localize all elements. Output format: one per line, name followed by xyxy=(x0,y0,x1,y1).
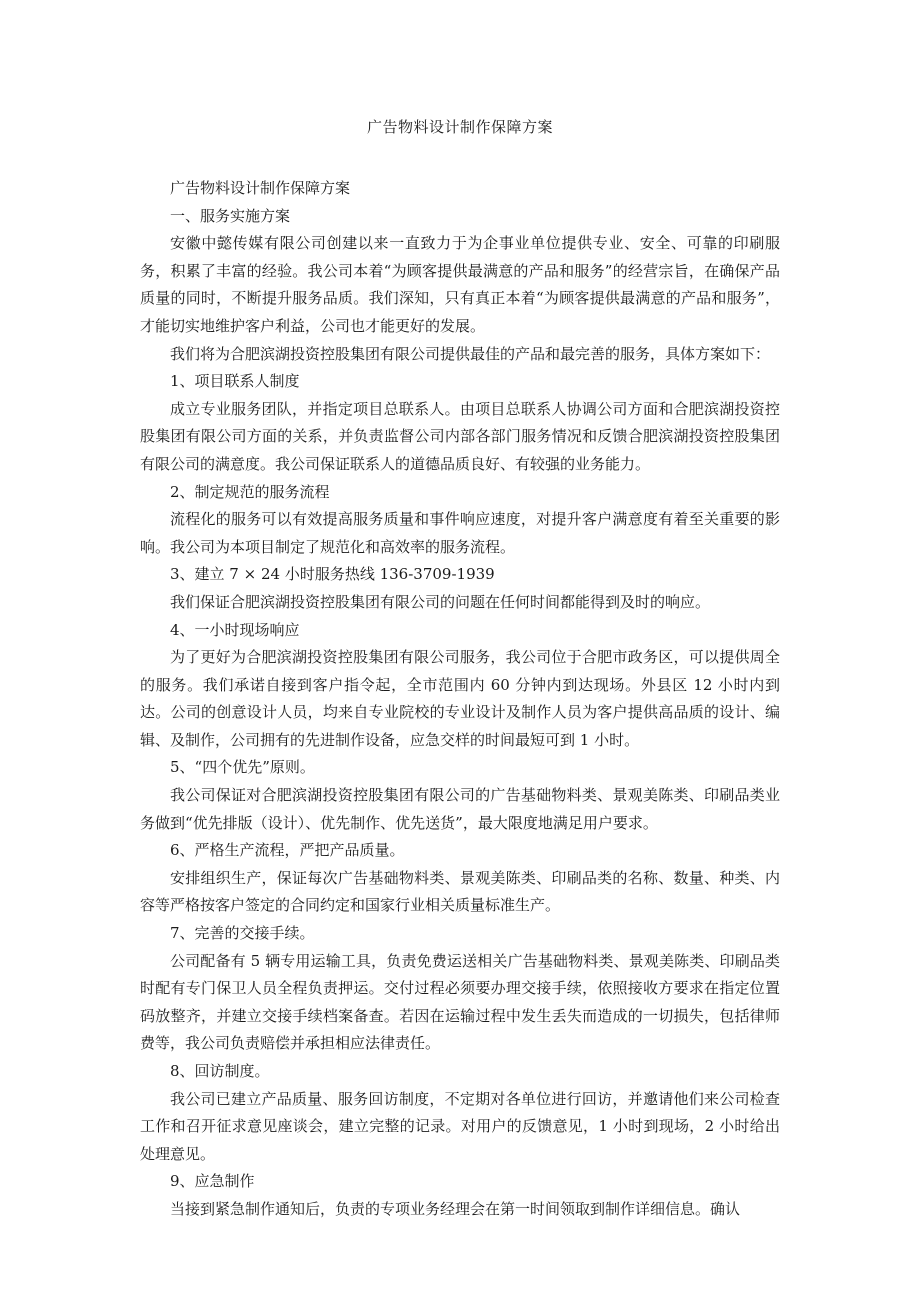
body-paragraph: 流程化的服务可以有效提高服务质量和事件响应速度，对提升客户满意度有着至关重要的影响。我公司为本项目制定了规范化和高效率的服务流程。 xyxy=(140,510,780,556)
body-paragraph: 安排组织生产，保证每次广告基础物料类、景观美陈类、印刷品类的名称、数量、种类、内容等严格按客户签定的合同约定和国家行业相关质量标准生产。 xyxy=(140,868,780,915)
body-paragraph: 公司配备有 5 辆专用运输工具，负责免费运送相关广告基础物料类、景观美陈类、印刷品类时配有专门保卫人员全程负责押运。交付过程必须要办理交接手续，依照接收方要求在指定位置码放整齐，并建立交接手续档案备查。若因在运输过程中发生丢失而造成的一切损失，包括律师费等，我公司负责赔偿并承担相应法律责任。 xyxy=(140,951,780,1053)
body-paragraph: 安徽中懿传媒有限公司创建以来一直致力于为企事业单位提供专业、安全、可靠的印刷服务，积累了丰富的经验。我公司本着“为顾客提供最满意的产品和服务”的经营宗旨，在确保产品质量的同时，不断提升服务品质。我们深知，只有真正本着“为顾客提供最满意的产品和服务”，才能切实地维护客户利益，公司也才能更好的发展。 xyxy=(140,234,780,335)
section-heading: 9、应急制作 xyxy=(170,1172,255,1191)
section-heading: 7、完善的交接手续。 xyxy=(170,924,315,943)
document-body xyxy=(140,175,780,1224)
section-heading: 2、制定规范的服务流程 xyxy=(170,482,330,501)
body-paragraph: 当接到紧急制作通知后，负责的专项业务经理会在第一时间领取到制作详细信息。确认 xyxy=(170,1199,741,1218)
section-heading: 3、建立 7 × 24 小时服务热线 136-3709-1939 xyxy=(170,565,495,584)
section-heading: 8、回访制度。 xyxy=(170,1062,270,1080)
body-paragraph: 我公司保证对合肥滨湖投资控股集团有限公司的广告基础物料类、景观美陈类、印刷品类业务做到“优先排版（设计）、优先制作、优先送货”，最大限度地满足用户要求。 xyxy=(140,786,780,832)
body-paragraph: 我们将为合肥滨湖投资控股集团有限公司提供最佳的产品和最完善的服务，具体方案如下： xyxy=(170,344,771,363)
section-heading: 4、一小时现场响应 xyxy=(170,620,300,639)
document-title: 广告物料设计制作保障方案 xyxy=(366,118,553,136)
body-paragraph: 我公司已建立产品质量、服务回访制度，不定期对各单位进行回访，并邀请他们来公司检查工作和召开征求意见座谈会，建立完整的记录。对用户的反馈意见，1 小时到现场，2 小时给出处理意见。 xyxy=(140,1089,780,1163)
body-paragraph: 为了更好为合肥滨湖投资控股集团有限公司服务，我公司位于合肥市政务区，可以提供周全的服务。我们承诺自接到客户指令起，全市范围内 60 分钟内到达现场。外县区 12 小时内到达。公司的创意设计人员，均来自专业院校的专业设计及制作人员为客户提供高品质的设计、编辑、及制作，公司拥有的先进制作设备，应急交样的时间最短可到 1 小时。 xyxy=(140,648,780,749)
section-heading: 6、严格生产流程，严把产品质量。 xyxy=(170,841,405,860)
section-heading: 一、服务实施方案 xyxy=(170,206,291,225)
body-paragraph: 成立专业服务团队，并指定项目总联系人。由项目总联系人协调公司方面和合肥滨湖投资控股集团有限公司方面的关系，并负责监督公司内部各部门服务情况和反馈合肥滨湖投资控股集团有限公司的满意度。我公司保证联系人的道德品质良好、有较强的业务能力。 xyxy=(140,399,780,473)
section-heading: 广告物料设计制作保障方案 xyxy=(170,179,351,197)
section-heading: 5、“四个优先”原则。 xyxy=(170,758,315,777)
body-paragraph: 我们保证合肥滨湖投资控股集团有限公司的问题在任何时间都能得到及时的响应。 xyxy=(170,592,711,611)
section-heading: 1、项目联系人制度 xyxy=(170,372,300,391)
